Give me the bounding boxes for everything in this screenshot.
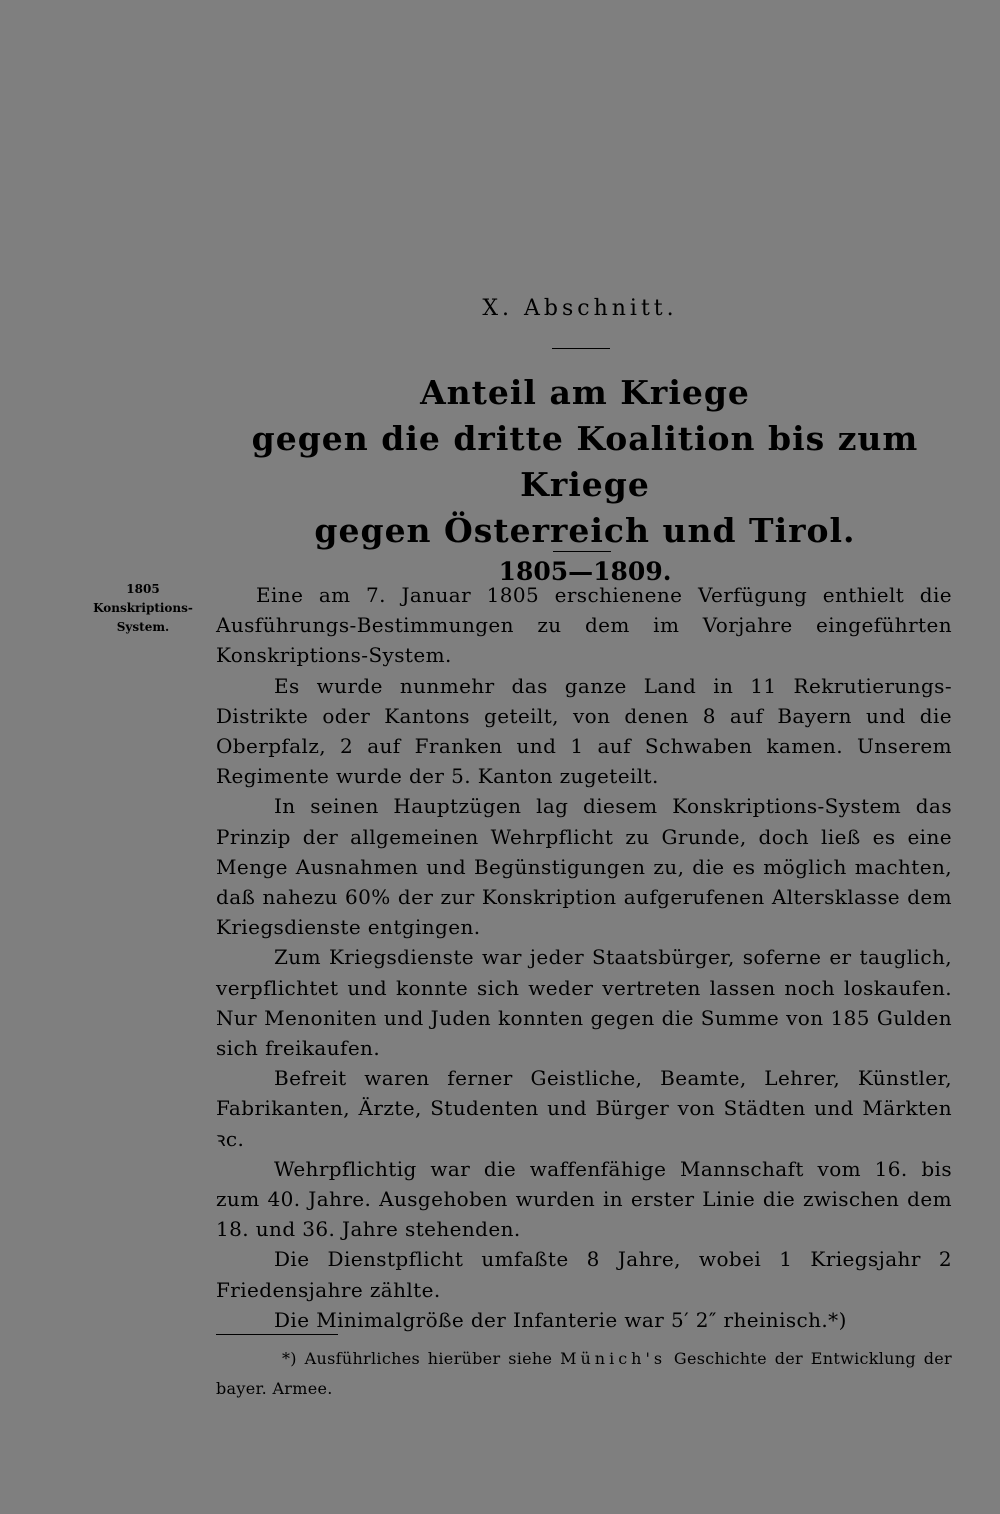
footnote-marker: *) Ausführliches hierüber siehe [282, 1349, 553, 1368]
paragraph-3: In seinen Hauptzügen lag diesem Konskriptions-System das Prinzip der allgemeinen Wehrpflicht zu Grunde, doch ließ es eine Menge Ausnahmen und Begünstigungen zu, die es möglich machten, daß nahezu 60% der zur Konskription aufgerufenen Altersklasse dem Kriegsdienste entgingen. [216, 794, 952, 940]
margin-note [88, 580, 198, 637]
margin-note-year: 1805 [126, 582, 160, 596]
paragraph-7: Die Dienstpflicht umfaßte 8 Jahre, wobei 1 Kriegsjahr 2 Friedensjahre zählte. [216, 1247, 952, 1302]
margin-note-line-1: Konskriptions- [93, 601, 193, 615]
title-line-3: gegen Österreich und Tirol. [314, 511, 856, 550]
footnote [216, 1344, 952, 1404]
title-rule-bottom [553, 551, 611, 552]
paragraph-6: Wehrpflichtig war die waffenfähige Mannschaft vom 16. bis zum 40. Jahre. Ausgehoben wurden in erster Linie die zwischen dem 18. und 36. Jahre stehenden. [216, 1156, 952, 1242]
footnote-rest: Geschichte der Entwicklung der bayer. Armee. [216, 1349, 952, 1398]
paragraph-1: Eine am 7. Januar 1805 erschienene Verfügung enthielt die Ausführungs-Bestimmungen zu dem im Vorjahre eingeführten Konskriptions-System. [216, 583, 952, 668]
footnote-author: Münich's [560, 1349, 667, 1368]
paragraph-8: Die Minimalgröße der Infanterie war 5′ 2″ rheinisch.*) [274, 1307, 847, 1332]
title-line-2: gegen die dritte Koalition bis zum Kriege [251, 419, 919, 504]
title-line-1: Anteil am Kriege [420, 373, 750, 412]
footnote-rule [216, 1334, 338, 1335]
margin-note-line-2: System. [116, 620, 170, 634]
body-text [216, 580, 952, 1335]
paragraph-4: Zum Kriegsdienste war jeder Staatsbürger, soferne er tauglich, verpflichtet und konnte sich weder vertreten lassen noch loskaufen. Nur Menoniten und Juden konnten gegen die Summe von 185 Gulden sich freikaufen. [216, 945, 952, 1061]
title-rule-top [552, 348, 610, 349]
chapter-title [200, 370, 970, 592]
paragraph-5: Befreit waren ferner Geistliche, Beamte, Lehrer, Künstler, Fabrikanten, Ärzte, Studenten und Bürger von Städten und Märkten ꝛc. [216, 1066, 952, 1151]
title-years: 1805—1809. [498, 557, 672, 586]
section-label: X. Abschnitt. [482, 296, 678, 321]
paragraph-2: Es wurde nunmehr das ganze Land in 11 Rekrutierungs-Distrikte oder Kantons geteilt, von denen 8 auf Bayern und die Oberpfalz, 2 auf Franken und 1 auf Schwaben kamen. Unserem Regimente wurde der 5. Kanton zugeteilt. [216, 673, 952, 789]
